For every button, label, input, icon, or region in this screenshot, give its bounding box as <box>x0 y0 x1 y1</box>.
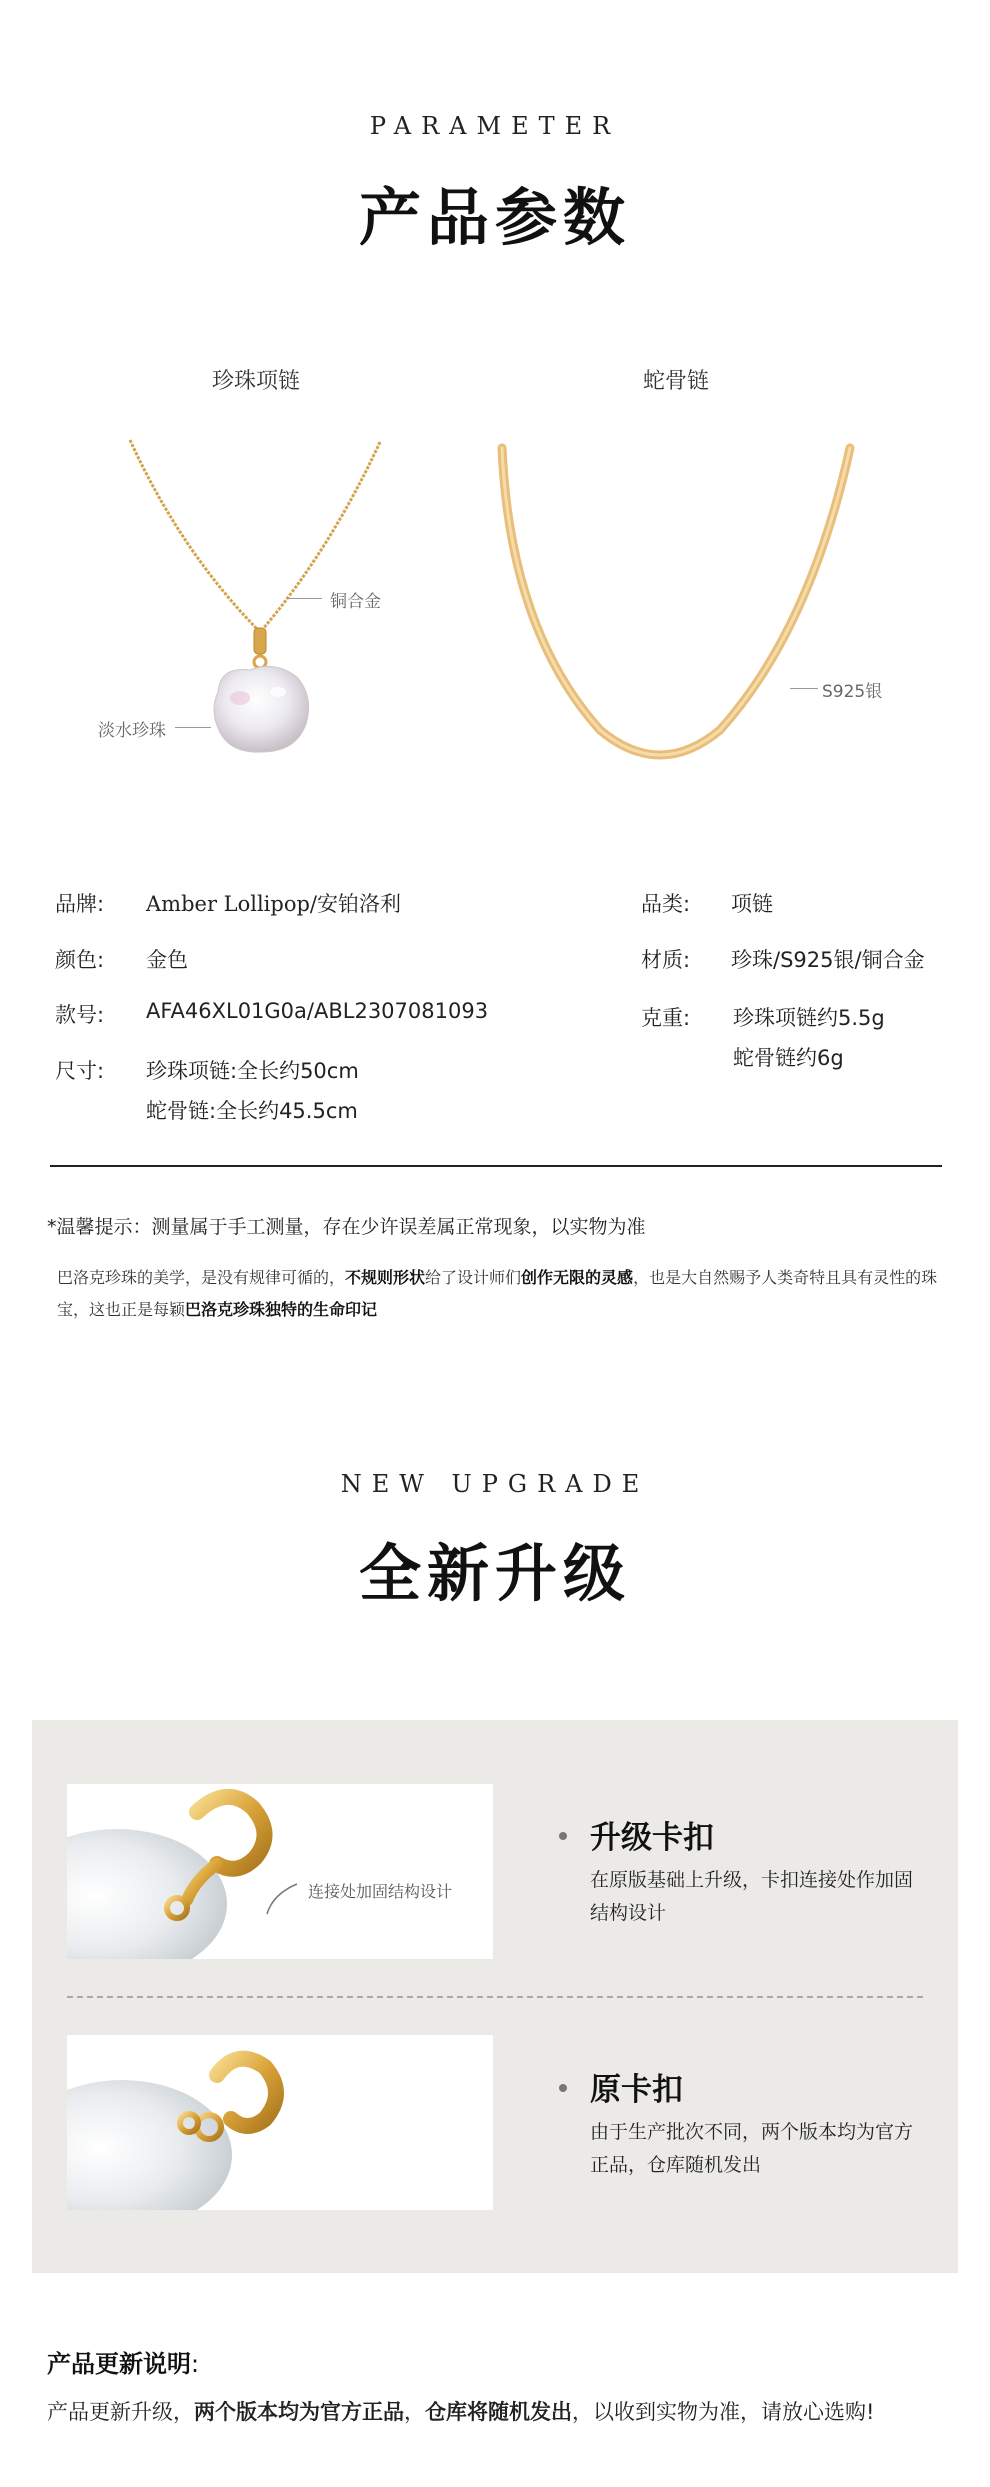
callout-line <box>175 727 211 728</box>
upgraded-clasp-title: 升级卡扣 <box>590 1820 714 1856</box>
photo-callout-reinforced: 连接处加固结构设计 <box>308 1882 453 1901</box>
spec-weight-value: 珍珠项链约5.5g <box>733 1006 885 1030</box>
original-clasp-desc: 由于生产批次不同，两个版本均为官方正品，仓库随机发出 <box>590 2121 914 2176</box>
original-clasp-image <box>67 2035 493 2210</box>
callout-s925-silver: S925银 <box>822 682 883 702</box>
upgrade-eyebrow: NEW UPGRADE <box>340 1470 650 1498</box>
spec-brand-value: Amber Lollipop/安铂洛利 <box>146 892 402 916</box>
spec-divider <box>50 1165 942 1167</box>
upgrade-title: 全新升级 <box>358 1537 631 1610</box>
spec-weight-key: 克重: <box>641 1006 691 1030</box>
upgraded-clasp-image <box>67 1784 493 1959</box>
spec-size-key: 尺寸: <box>55 1059 105 1083</box>
original-clasp-photo <box>67 2035 493 2210</box>
parameter-title: 产品参数 <box>358 181 631 254</box>
spec-brand-key: 品牌: <box>55 892 105 916</box>
spec-weight-value: 蛇骨链约6g <box>733 1046 844 1070</box>
product-label-snake-chain: 蛇骨链 <box>642 369 709 394</box>
dashed-divider <box>67 1996 923 1998</box>
spec-material-value: 珍珠/S925银/铜合金 <box>731 948 925 972</box>
spec-material-key: 材质: <box>641 948 691 972</box>
callout-copper-alloy: 铜合金 <box>330 592 381 612</box>
spec-model-key: 款号: <box>55 1003 105 1027</box>
spec-size-value: 珍珠项链:全长约50cm <box>146 1059 359 1083</box>
spec-category-value: 项链 <box>731 892 773 916</box>
snake-chain-image <box>480 430 883 800</box>
upgraded-clasp-photo <box>67 1784 493 1959</box>
spec-category-key: 品类: <box>641 892 691 916</box>
spec-color-value: 金色 <box>146 948 188 972</box>
baroque-pearl-description: 巴洛克珍珠的美学，是没有规律可循的，不规则形状给了设计师们创作无限的灵感，也是大自然赐予人类奇特且具有灵性的珠宝，这也正是每颖巴洛克珍珠独特的生命印记 <box>57 1268 938 1319</box>
bullet-dot <box>559 2084 567 2092</box>
spec-model-value: AFA46XL01G0a/ABL2307081093 <box>146 999 489 1023</box>
upgraded-clasp-desc: 在原版基础上升级，卡扣连接处作加固结构设计 <box>590 1869 914 1924</box>
callout-freshwater-pearl: 淡水珍珠 <box>98 721 166 741</box>
measurement-tip: *温馨提示：测量属于手工测量，存在少许误差属正常现象，以实物为准 <box>47 1216 646 1238</box>
spec-size-value: 蛇骨链:全长约45.5cm <box>146 1099 358 1123</box>
callout-line <box>286 598 322 599</box>
original-clasp-title: 原卡扣 <box>590 2072 683 2108</box>
bullet-dot <box>559 1832 567 1840</box>
update-note-body: 产品更新升级，两个版本均为官方正品，仓库将随机发出，以收到实物为准，请放心选购! <box>47 2400 875 2424</box>
update-note-heading: 产品更新说明: <box>47 2350 200 2378</box>
spec-color-key: 颜色: <box>55 948 105 972</box>
parameter-eyebrow: PARAMETER <box>369 112 621 140</box>
callout-line <box>790 688 818 689</box>
product-label-pearl-necklace: 珍珠项链 <box>211 369 300 394</box>
